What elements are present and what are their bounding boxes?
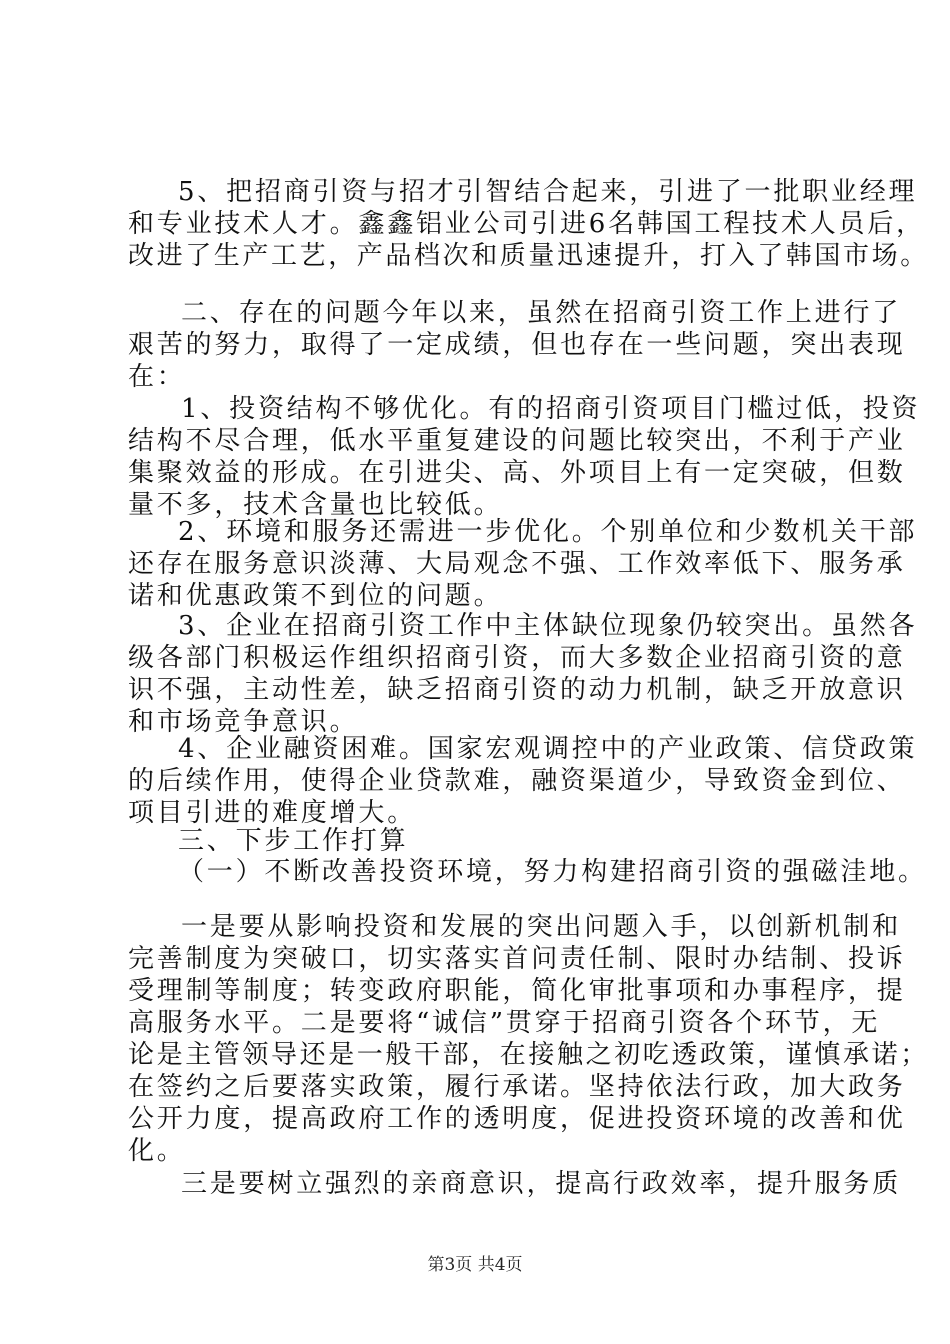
text-line: 量不多，技术含量也比较低。 [128, 490, 503, 520]
text-line: 3、企业在招商引资工作中主体缺位现象仍较突出。虽然各 [178, 611, 918, 641]
text-line: 4、企业融资困难。国家宏观调控中的产业政策、信贷政策 [178, 734, 918, 764]
page-number-footer: 第3页 共4页 [427, 1255, 523, 1275]
text-line: 结构不尽合理，低水平重复建设的问题比较突出，不利于产业 [128, 426, 906, 456]
text-line: 和专业技术人才。鑫鑫铝业公司引进6名韩国工程技术人员后， [128, 209, 925, 239]
section-heading: 三、下步工作打算 [178, 826, 409, 856]
text-line: 还存在服务意识淡薄、大局观念不强、工作效率低下、服务承 [128, 549, 906, 579]
text-line: 三是要树立强烈的亲商意识，提高行政效率，提升服务质 [181, 1169, 902, 1199]
text-line: 2、环境和服务还需进一步优化。个别单位和少数机关干部 [178, 517, 918, 547]
text-line: 公开力度，提高政府工作的透明度，促进投资环境的改善和优 [128, 1104, 906, 1134]
text-line: 项目引进的难度增大。 [128, 798, 417, 828]
text-line: 化。 [128, 1136, 186, 1166]
text-line: 论是主管领导还是一般干部，在接触之初吃透政策，谨慎承诺； [128, 1040, 929, 1070]
text-line: 集聚效益的形成。在引进尖、高、外项目上有一定突破，但数 [128, 458, 906, 488]
text-line: 改进了生产工艺，产品档次和质量迅速提升，打入了韩国市场。 [128, 241, 929, 271]
text-line: 识不强，主动性差，缺乏招商引资的动力机制，缺乏开放意识 [128, 675, 906, 705]
text-line: 5、把招商引资与招才引智结合起来，引进了一批职业经理 [178, 177, 918, 207]
text-line: 的后续作用，使得企业贷款难，融资渠道少，导致资金到位、 [128, 766, 906, 796]
text-line: 完善制度为突破口，切实落实首问责任制、限时办结制、投诉 [128, 944, 906, 974]
text-line: 在： [128, 362, 186, 392]
text-line: 在签约之后要落实政策，履行承诺。坚持依法行政，加大政务 [128, 1072, 906, 1102]
text-line: 诺和优惠政策不到位的问题。 [128, 581, 503, 611]
text-line: 艰苦的努力，取得了一定成绩，但也存在一些问题，突出表现 [128, 330, 906, 360]
text-line: 高服务水平。二是要将“诚信”贯穿于招商引资各个环节，无 [128, 1008, 881, 1038]
text-line: 受理制等制度；转变政府职能，简化审批事项和办事程序，提 [128, 976, 906, 1006]
text-line: 1、投资结构不够优化。有的招商引资项目门槛过低，投资 [181, 394, 921, 424]
text-line: 和市场竞争意识。 [128, 707, 359, 737]
subsection-heading: （一）不断改善投资环境，努力构建招商引资的强磁洼地。 [178, 857, 927, 887]
text-line: 级各部门积极运作组织招商引资，而大多数企业招商引资的意 [128, 643, 906, 673]
text-line: 一是要从影响投资和发展的突出问题入手，以创新机制和 [181, 912, 902, 942]
text-line: 二、存在的问题今年以来，虽然在招商引资工作上进行了 [181, 298, 902, 328]
